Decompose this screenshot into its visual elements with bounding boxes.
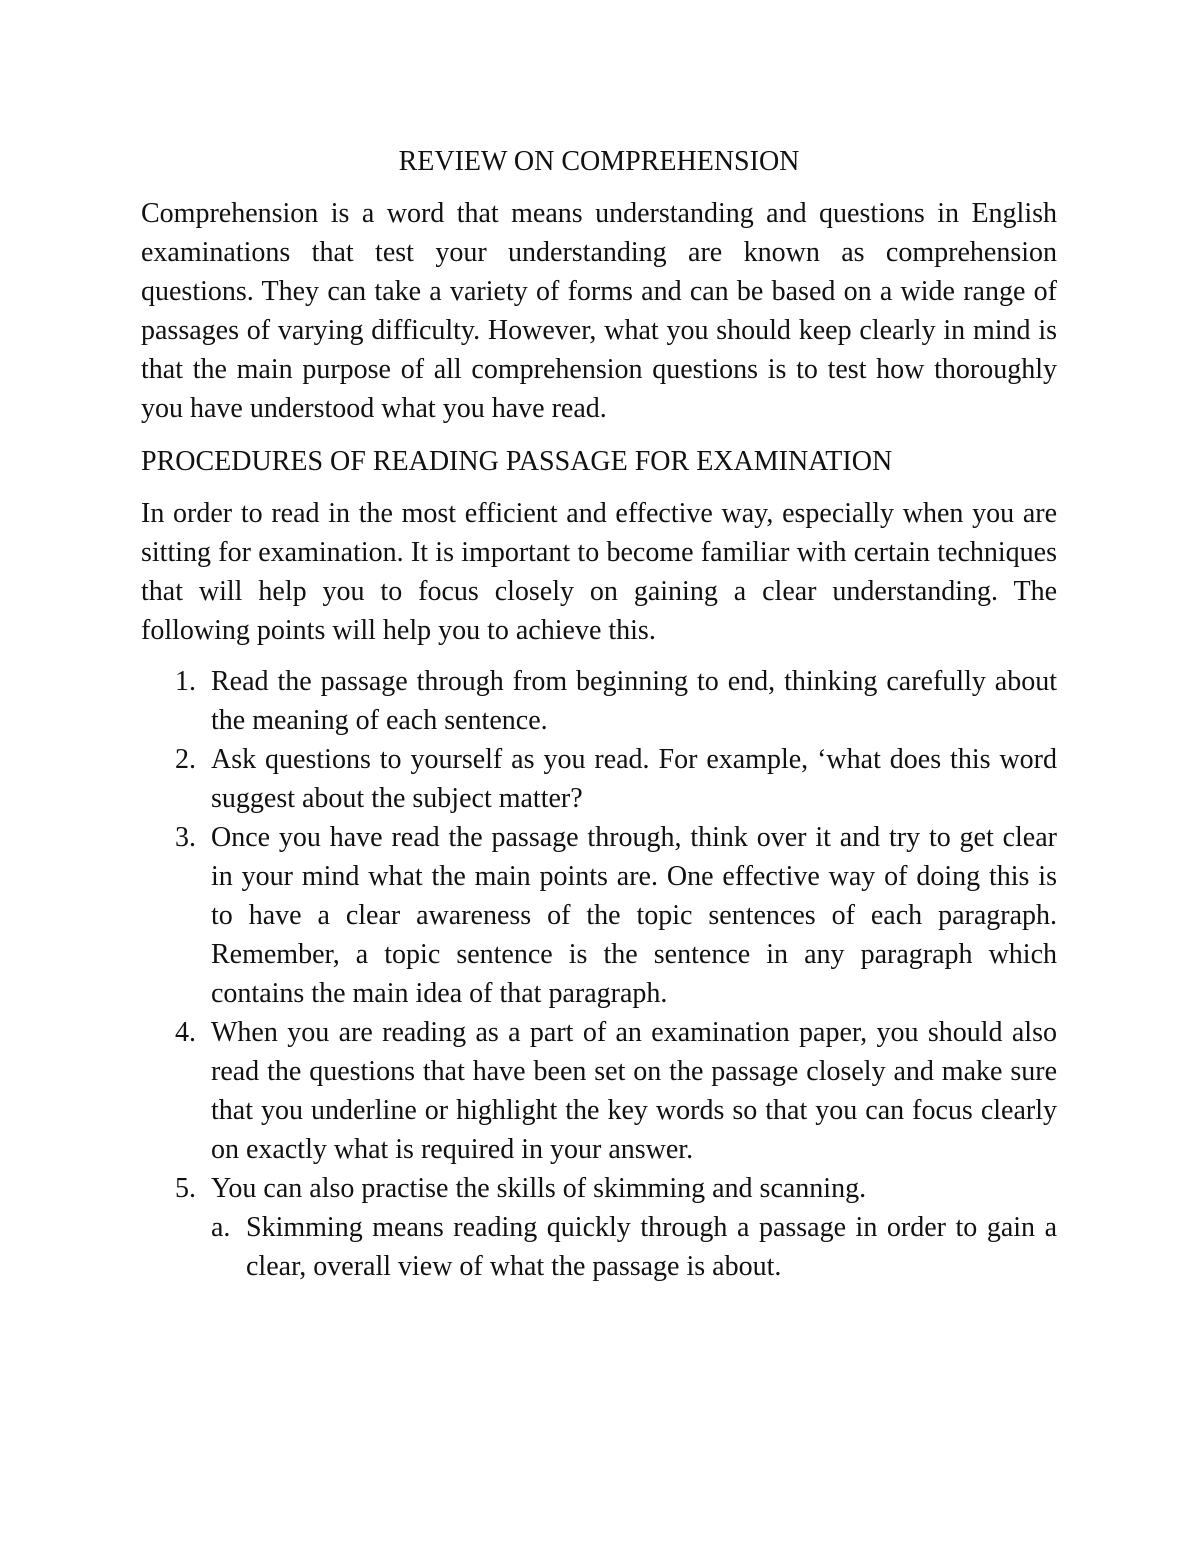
list-item-number: 1. <box>175 666 196 697</box>
sub-list-item-letter: a. <box>211 1212 231 1243</box>
document-body <box>141 142 1057 1286</box>
list-item-text: Ask questions to yourself as you read. For example, ‘what does this word suggest about the subject matter? <box>211 744 1057 814</box>
sub-list-item <box>211 1208 1057 1286</box>
list-item-number: 2. <box>175 744 196 775</box>
list-item <box>141 662 1057 740</box>
section-heading: PROCEDURES OF READING PASSAGE FOR EXAMINATION <box>141 446 893 477</box>
list-item <box>141 1169 1057 1286</box>
list-item-number: 5. <box>175 1173 196 1204</box>
document-title: REVIEW ON COMPREHENSION <box>398 146 800 177</box>
list-item-number: 4. <box>175 1017 196 1048</box>
procedure-list <box>141 662 1057 1286</box>
list-item-text: When you are reading as a part of an examination paper, you should also read the questions that have been set on the passage closely and make sure that you underline or highlight the key words so that you can focus clearly on exactly what is required in your answer. <box>211 1017 1057 1165</box>
sub-list <box>211 1208 1057 1286</box>
list-item-text: Once you have read the passage through, think over it and try to get clear in your mind what the main points are. One effective way of doing this is to have a clear awareness of the topic sentences of each paragraph. Remember, a topic sentence is the sentence in any paragraph which contains the main idea of that paragraph. <box>211 822 1057 1009</box>
list-item <box>141 1013 1057 1169</box>
list-item-number: 3. <box>175 822 196 853</box>
section-paragraph: In order to read in the most efficient and effective way, especially when you are sitting for examination. It is important to become familiar with certain techniques that will help you to focus closely on gaining a clear understanding. The following points will help you to achieve this. <box>141 498 1057 646</box>
list-item <box>141 740 1057 818</box>
sub-list-item-text: Skimming means reading quickly through a passage in order to gain a clear, overall view of what the passage is about. <box>246 1212 1057 1282</box>
intro-paragraph: Comprehension is a word that means understanding and questions in English examinations that test your understanding are known as comprehension questions. They can take a variety of forms and can be based on a wide range of passages of varying difficulty. However, what you should keep clearly in mind is that the main purpose of all comprehension questions is to test how thoroughly you have understood what you have read. <box>141 198 1057 424</box>
list-item-text: Read the passage through from beginning to end, thinking carefully about the meaning of each sentence. <box>211 666 1057 736</box>
list-item-text: You can also practise the skills of skimming and scanning. <box>211 1173 867 1204</box>
list-item <box>141 818 1057 1013</box>
